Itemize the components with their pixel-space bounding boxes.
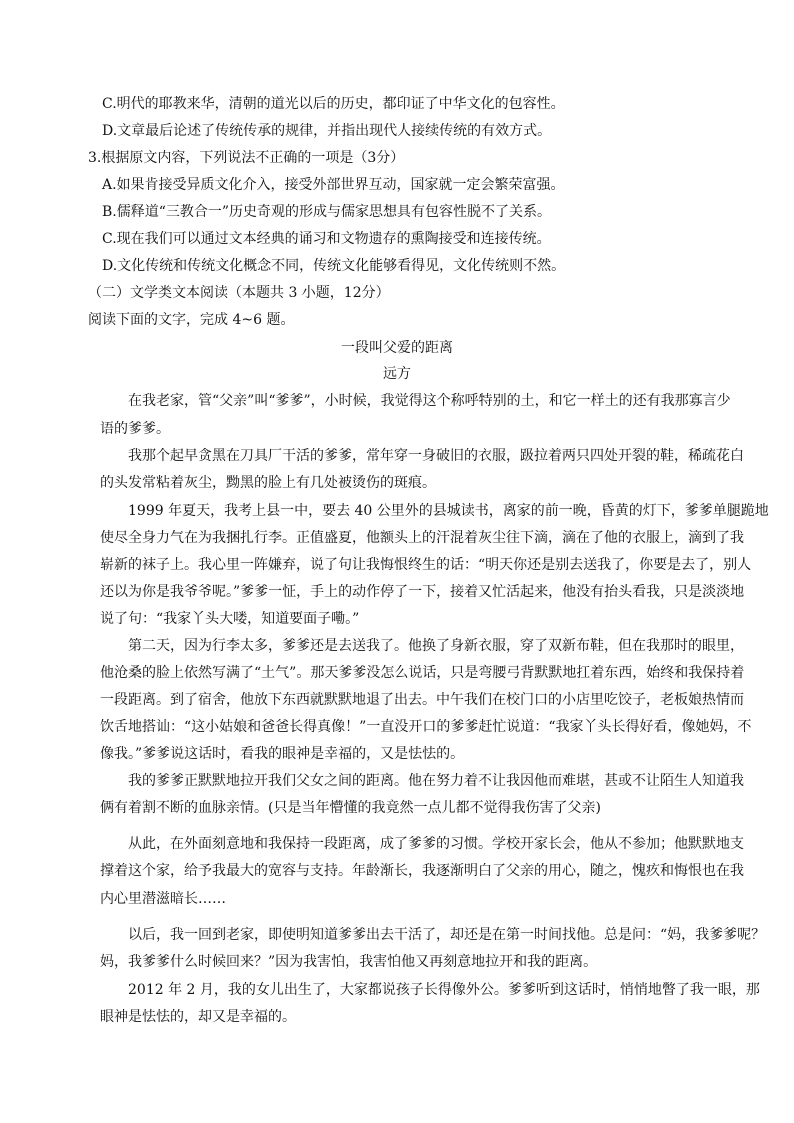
article-line: 语的爹爹。 — [100, 421, 170, 437]
q2-option-d: D.文章最后论述了传统传承的规律，并指出现代人接续传统的有效方式。 — [102, 123, 552, 139]
article-author: 远方 — [383, 366, 411, 382]
article-line: 我那个起早贪黑在刀具厂干活的爹爹，常年穿一身破旧的衣服，趿拉着两只四处开裂的鞋，稀疏花白 — [128, 448, 744, 464]
article-line: 说了句：“我家丫头大喽，知道要面子嘞。” — [100, 611, 360, 627]
article-title: 一段叫父爱的距离 — [341, 340, 453, 356]
q3-option-c: C.现在我们可以通过文本经典的诵习和文物遗存的熏陶接受和连接传统。 — [102, 231, 551, 247]
article-line: 眼神是怯怯的，却又是幸福的。 — [100, 1009, 296, 1025]
article-line: 内心里潜滋暗长…… — [100, 891, 226, 907]
article-line: 还以为你是我爷爷呢。”爹爹一怔，手上的动作停了一下，接着又忙活起来，他没有抬头看我，只是淡淡地 — [100, 584, 745, 600]
question-3-stem: 3.根据原文内容，下列说法不正确的一项是（3分） — [88, 150, 405, 166]
article-line: 的头发常粘着灰尘，黝黑的脸上有几处被烫伤的斑痕。 — [100, 475, 436, 491]
article-line: 1999 年夏天，我考上县一中，要去 40 公里外的县城读书，离家的前一晚，昏黄的灯下，爹爹单腿跪地 — [128, 503, 769, 519]
article-line: 崭新的袜子上。我心里一阵嫌弃，说了句让我悔恨终生的话：“明天你还是别去送我了，你要是去了，别人 — [100, 557, 752, 573]
article-line: 我的爹爹正默默地拉开我们父女之间的距离。他在努力着不让我因他而难堪，甚或不让陌生人知道我 — [128, 773, 744, 789]
q3-option-b: B.儒释道“三教合一”历史奇观的形成与儒家思想具有包容性脱不了关系。 — [102, 204, 552, 220]
section-instruction: 阅读下面的文字，完成 4~6 题。 — [88, 312, 295, 328]
q2-option-c: C.明代的耶教来华，清朝的道光以后的历史，都印证了中华文化的包容性。 — [102, 96, 565, 112]
section-heading: （二）文学类文本阅读（本题共 3 小题，12分） — [88, 285, 390, 301]
article-line: 在我老家，管“父亲”叫“爹爹”，小时候，我觉得这个称呼特别的土，和它一样土的还有我那寡言少 — [128, 393, 731, 409]
q3-option-d: D.文化传统和传统文化概念不同，传统文化能够看得见，文化传统则不然。 — [102, 258, 566, 274]
article-line: 从此，在外面刻意地和我保持一段距离，成了爹爹的习惯。学校开家长会，他从不参加；他默默地支 — [128, 836, 744, 852]
article-line: 俩有着割不断的血脉亲情。(只是当年懵懂的我竟然一点儿都不觉得我伤害了父亲) — [100, 800, 601, 816]
q3-option-a: A.如果肯接受异质文化介入，接受外部世界互动，国家就一定会繁荣富强。 — [102, 177, 565, 193]
article-line: 妈，我爹爹什么时候回来？”因为我害怕，我害怕他又再刻意地拉开和我的距离。 — [100, 954, 598, 970]
article-line: 第二天，因为行李太多，爹爹还是去送我了。他换了身新衣服，穿了双新布鞋，但在我那时的眼里， — [128, 638, 744, 654]
article-line: 使尽全身力气在为我捆扎行李。正值盛夏，他额头上的汗混着灰尘往下滴，滴在了他的衣服上，滴到了我 — [100, 530, 744, 546]
article-line: 一段距离。到了宿舍，他放下东西就默默地退了出去。中午我们在校门口的小店里吃饺子，老板娘热情而 — [100, 692, 744, 708]
article-line: 他沧桑的脸上依然写满了“土气”。那天爹爹没怎么说话，只是弯腰弓背默默地扛着东西，始终和我保持着 — [100, 665, 745, 681]
article-line: 像我。”爹爹说这话时，看我的眼神是幸福的，又是怯怯的。 — [100, 746, 465, 762]
article-line: 饮舌地搭讪：“这小姑娘和爸爸长得真像！”一直没开口的爹爹赶忙说道：“我家丫头长得好看，像她妈，不 — [100, 719, 752, 735]
article-line: 以后，我一回到老家，即使明知道爹爹出去干活了，却还是在第一时间找他。总是问：“妈，我爹爹呢？ — [128, 927, 766, 943]
article-line: 2012 年 2 月，我的女儿出生了，大家都说孩子长得像外公。爹爹听到这话时，悄悄地瞥了我一眼，那 — [128, 982, 760, 998]
article-line: 撑着这个家，给予我最大的宽容与支持。年龄渐长，我逐渐明白了父亲的用心，随之，愧疚和悔恨也在我 — [100, 863, 744, 879]
